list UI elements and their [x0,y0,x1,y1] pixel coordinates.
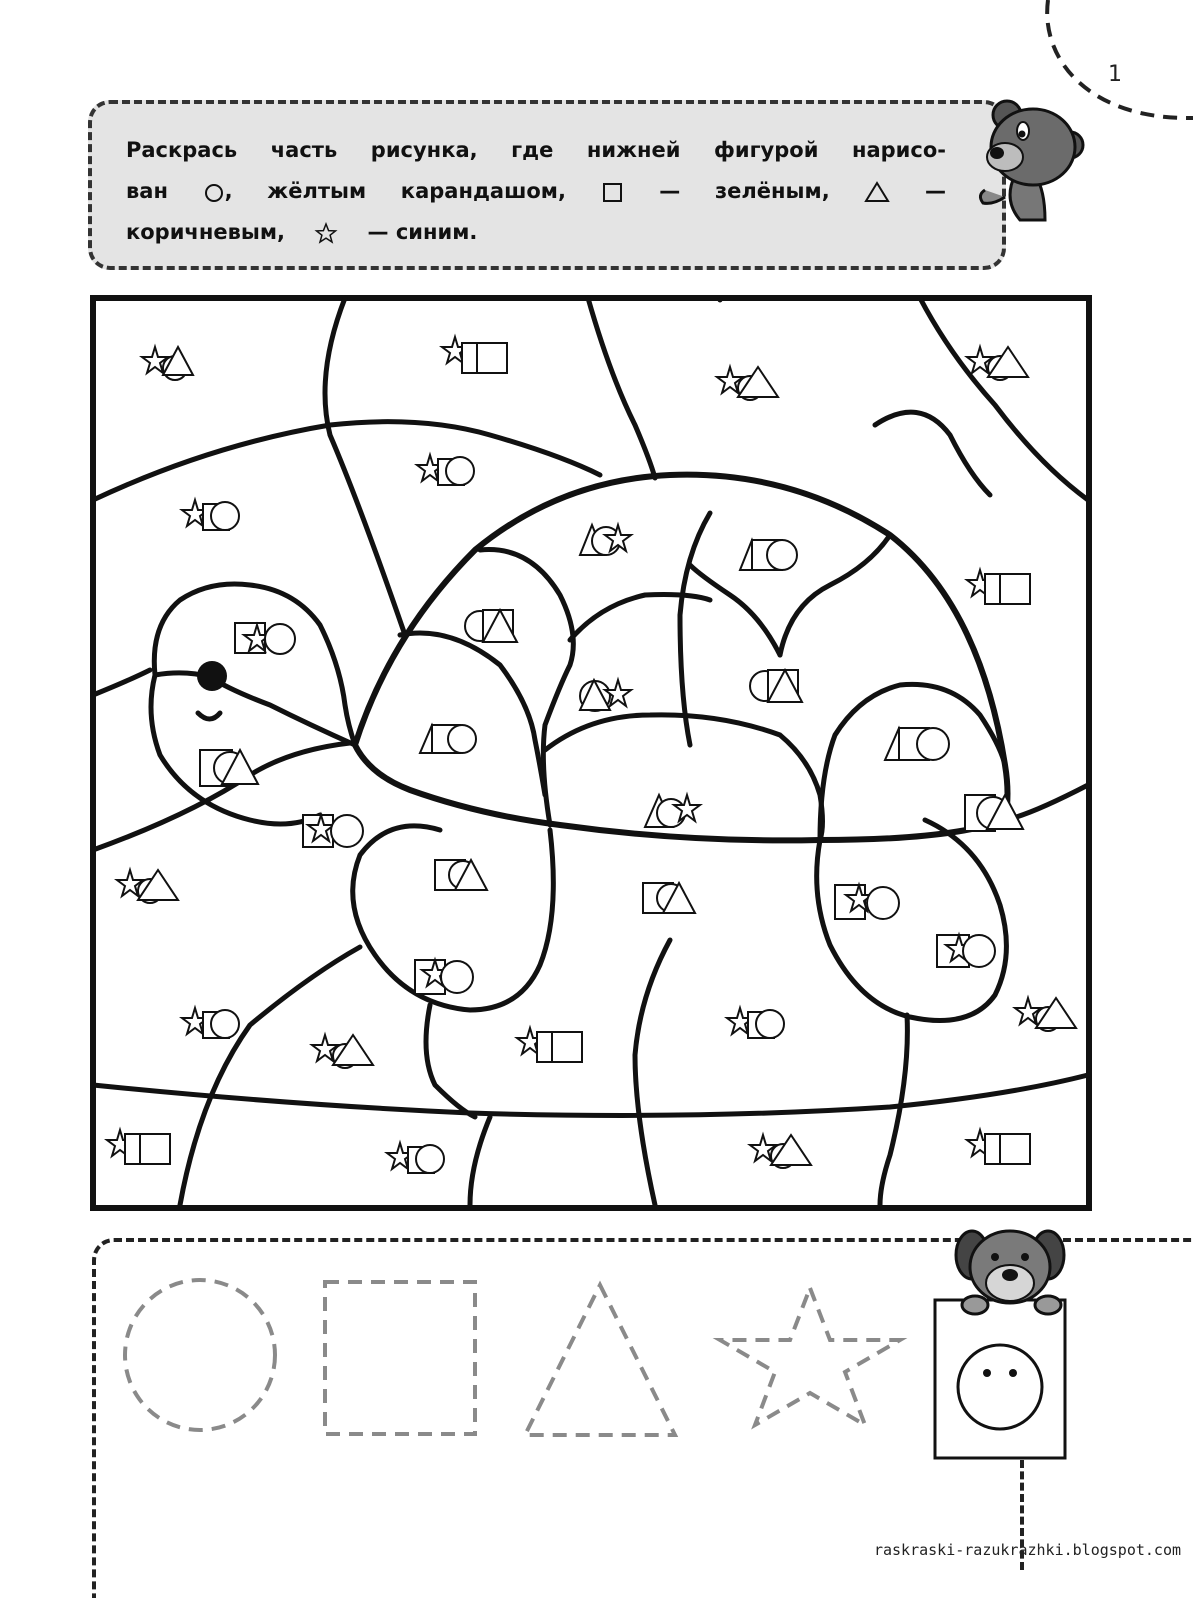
square-icon [601,181,625,203]
trace-shapes [110,1270,910,1460]
instruction-line-3 [126,212,946,253]
instruction-yellow: , жёлтым карандашом, [224,179,566,203]
trace-square [325,1282,475,1434]
bear-icon [975,95,1090,225]
star-icon [314,222,338,244]
instruction-text [126,130,946,253]
trace-star [720,1288,900,1425]
instruction-line-2 [126,171,946,212]
trace-circle [125,1280,275,1430]
instruction-blue: — синим. [367,220,478,244]
instruction-box [88,100,1006,270]
watermark: raskraski-razukrazhki.blogspot.com [873,1541,1181,1559]
dog-icon [920,1225,1080,1465]
instruction-dash: — [925,179,947,203]
turtle-coloring-picture [90,295,1092,1211]
instruction-word-van: ван [126,179,168,203]
instruction-green: — зелёным, [659,179,830,203]
circle-icon [203,181,225,203]
triangle-icon [864,181,890,203]
instruction-brown: коричневым, [126,220,286,244]
instruction-line-1: Раскрась часть рисунка, где нижней фигурой нарисо- [126,138,946,162]
page-number: 1 [1108,62,1122,87]
trace-triangle [525,1285,675,1435]
